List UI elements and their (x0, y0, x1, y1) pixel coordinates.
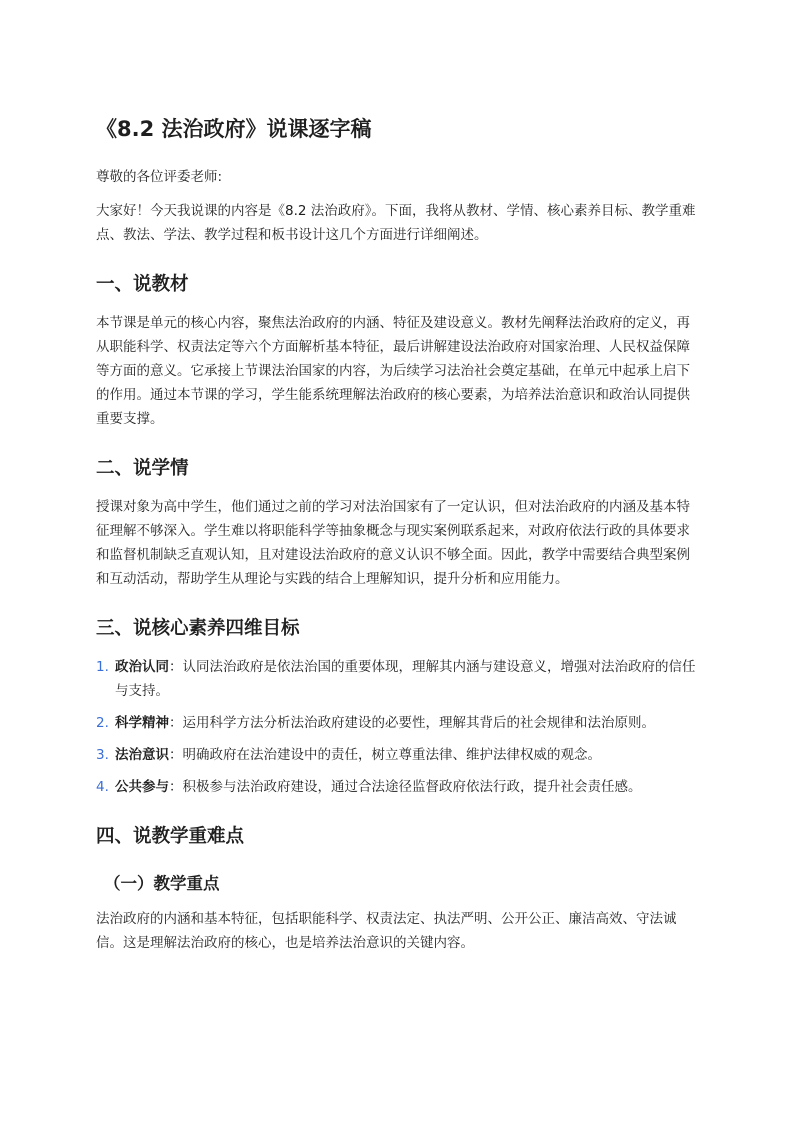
goal-text: 认同法治政府是依法治国的重要体现，理解其内涵与建设意义，增强对法治政府的信任与支持。 (115, 659, 696, 700)
goal-text: 运用科学方法分析法治政府建设的必要性，理解其背后的社会规律和法治原则。 (182, 715, 655, 732)
goal-text: 积极参与法治政府建设，通过合法途径监督政府依法行政，提升社会责任感。 (182, 779, 642, 796)
section-heading-textbook: 一、说教材 (96, 274, 189, 296)
section-heading-students: 二、说学情 (96, 458, 189, 480)
section-goals (96, 617, 697, 799)
section-key-points (96, 825, 697, 954)
goal-item (96, 655, 697, 703)
goal-separator: ： (169, 659, 183, 676)
goal-number: 4. (96, 779, 109, 796)
greeting: 尊敬的各位评委老师: (96, 169, 223, 186)
section-heading-key-points: 四、说教学重难点 (96, 826, 245, 848)
goal-text: 明确政府在法治建设中的责任，树立尊重法律、维护法律权威的观念。 (182, 747, 601, 764)
section-textbook (96, 273, 697, 431)
goals-list (96, 655, 697, 799)
section-body-textbook: 本节课是单元的核心内容，聚焦法治政府的内涵、特征及建设意义。教材先阐释法治政府的定义，再从职能科学、权责法定等六个方面解析基本特征，最后讲解建设法治政府对国家治理、人民权益保障等方面的意义。它承接上节课法治国家的内容，为后续学习法治社会奠定基础，在单元中起承上启下的作用。通过本节课的学习，学生能系统理解法治政府的核心要素，为培养法治意识和政治认同提供重要支撑。 (96, 315, 690, 428)
goal-term: 科学精神 (115, 715, 169, 732)
document-title: 《8.2 法治政府》说课逐字稿 (96, 117, 372, 141)
goal-term: 法治意识 (115, 747, 169, 764)
section-heading-goals: 三、说核心素养四维目标 (96, 618, 300, 640)
section-students (96, 457, 697, 591)
goal-number: 3. (96, 747, 109, 764)
goal-number: 1. (96, 659, 109, 676)
goal-term: 政治认同 (115, 659, 169, 676)
goal-separator: ： (169, 747, 183, 764)
goal-term: 公共参与 (115, 779, 169, 796)
goal-item (96, 711, 697, 735)
goal-separator: ： (169, 779, 183, 796)
section-body-students: 授课对象为高中学生，他们通过之前的学习对法治国家有了一定认识，但对法治政府的内涵及基本特征理解不够深入。学生难以将职能科学等抽象概念与现实案例联系起来，对政府依法行政的具体要求和监督机制缺乏直观认知，且对建设法治政府的意义认识不够全面。因此，教学中需要结合典型案例和互动活动，帮助学生从理论与实践的结合上理解知识，提升分析和应用能力。 (96, 499, 690, 588)
goal-number: 2. (96, 715, 109, 732)
goal-item (96, 775, 697, 799)
intro-paragraph: 大家好！今天我说课的内容是《8.2 法治政府》。下面，我将从教材、学情、核心素养目标、教学重难点、教法、学法、教学过程和板书设计这几个方面进行详细阐述。 (96, 203, 696, 244)
sub-heading-teaching-focus: （一）教学重点 (104, 874, 220, 894)
goal-separator: ： (169, 715, 183, 732)
goal-item (96, 743, 697, 767)
section-body-teaching-focus: 法治政府的内涵和基本特征，包括职能科学、权责法定、执法严明、公开公正、廉洁高效、守法诚信。这是理解法治政府的核心，也是培养法治意识的关键内容。 (96, 910, 677, 951)
